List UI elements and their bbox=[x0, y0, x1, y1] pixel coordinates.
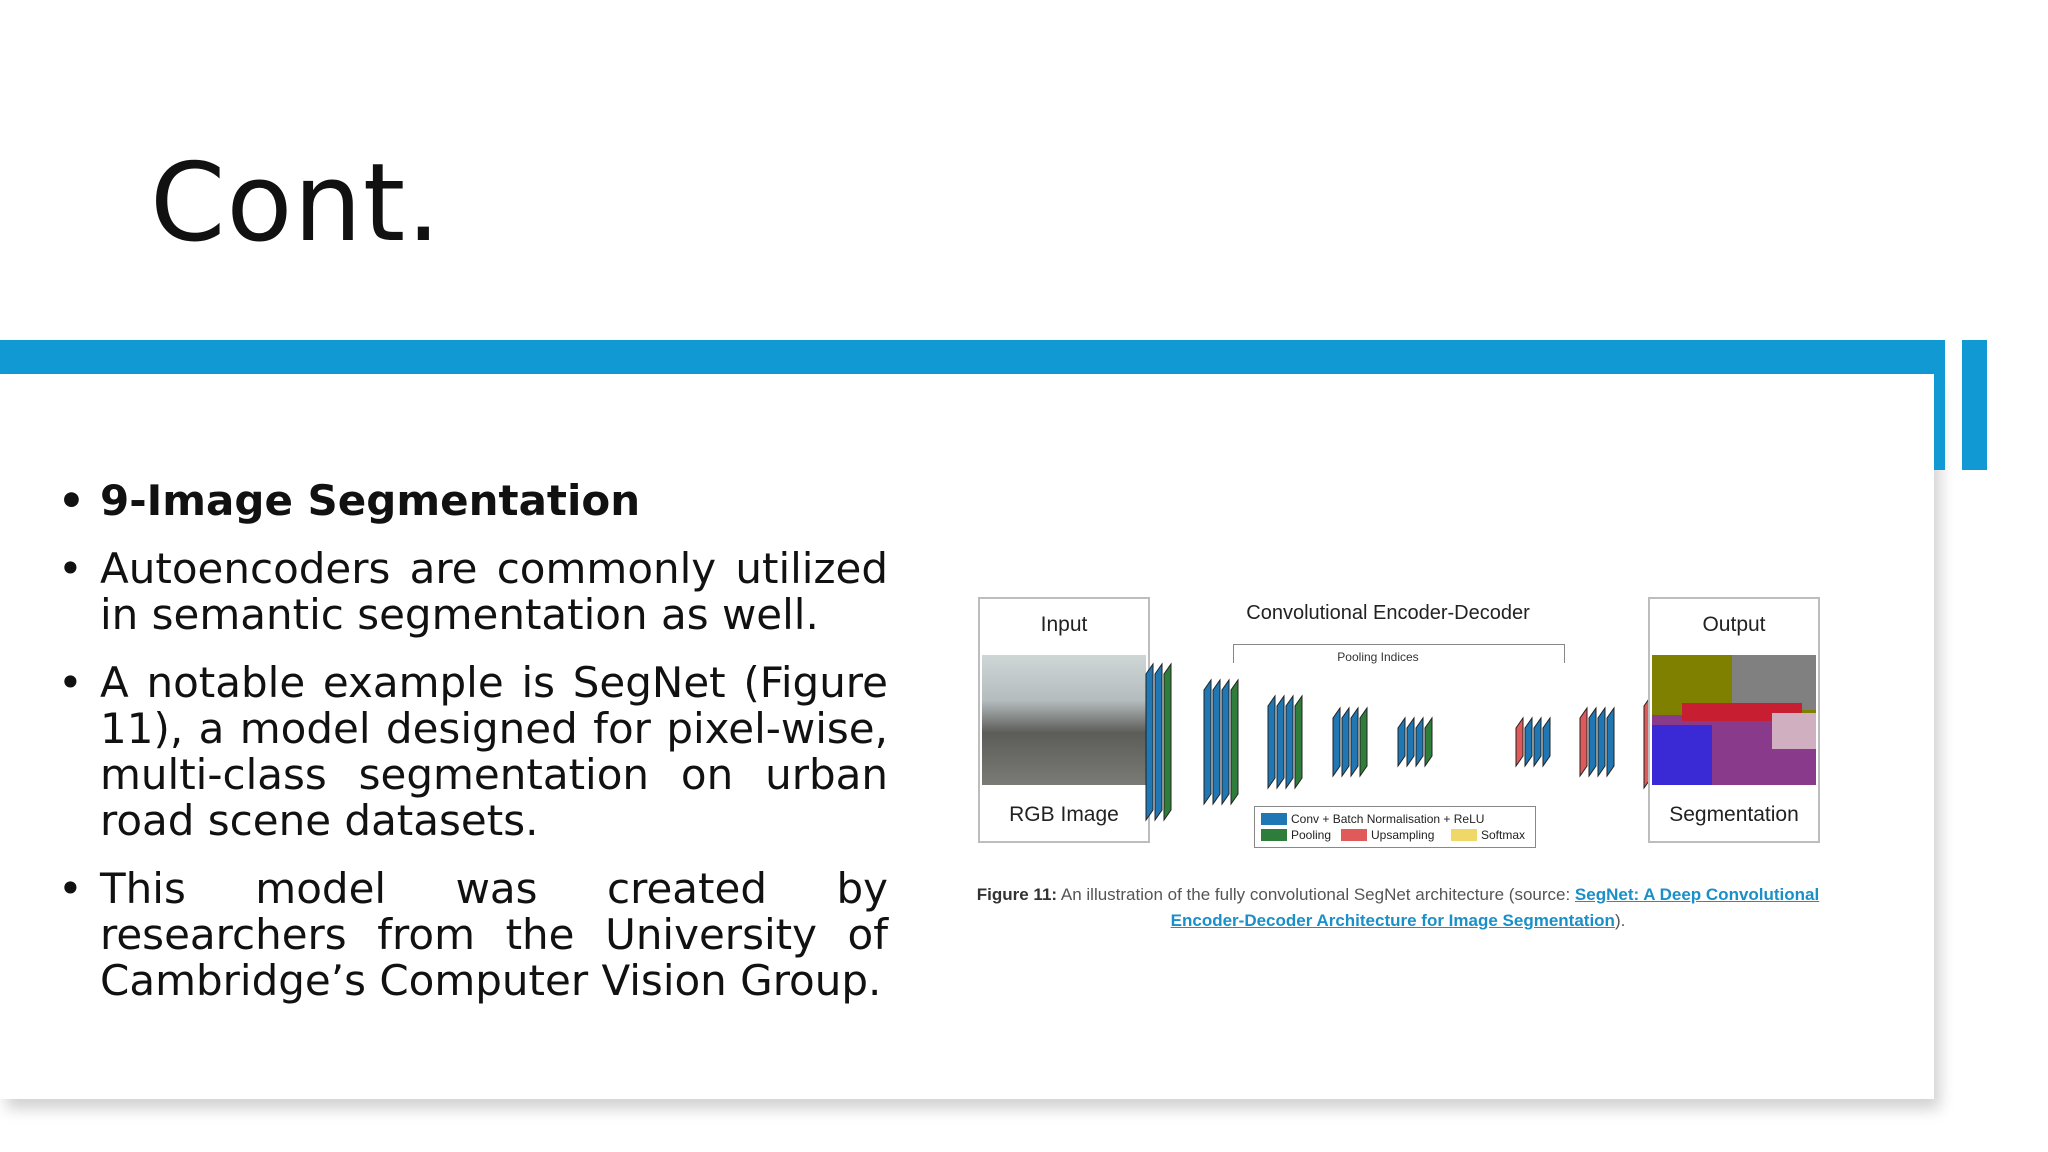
caption-suffix: ). bbox=[1614, 911, 1626, 930]
layer-pool bbox=[1295, 696, 1302, 788]
caption-text: An illustration of the fully convolutional SegNet architecture (source: bbox=[1060, 885, 1575, 904]
legend-swatch-upsample bbox=[1341, 829, 1367, 841]
bullet-list bbox=[58, 478, 888, 1026]
legend-upsample: Upsampling bbox=[1371, 828, 1435, 842]
layer-conv bbox=[1407, 718, 1414, 766]
input-label: Input bbox=[1040, 613, 1088, 636]
layer-conv bbox=[1589, 708, 1596, 776]
layer-conv bbox=[1543, 718, 1550, 766]
input-caption: RGB Image bbox=[1009, 803, 1119, 826]
bullet-item: • Autoencoders are commonly utilized in semantic segmentation as well. bbox=[58, 546, 888, 638]
layer-conv bbox=[1204, 680, 1211, 804]
layer-conv bbox=[1277, 696, 1284, 788]
bullet-item: • This model was created by researchers from the University of Cambridge’s Computer Vision Group. bbox=[58, 866, 888, 1004]
accent-bar-left bbox=[1934, 340, 1945, 470]
layer-conv bbox=[1598, 708, 1605, 776]
layer-conv bbox=[1268, 696, 1275, 788]
layer-conv bbox=[1525, 718, 1532, 766]
output-label: Output bbox=[1702, 613, 1766, 636]
layer-conv bbox=[1534, 718, 1541, 766]
accent-bar-right bbox=[1962, 340, 1987, 470]
slide-title: Cont. bbox=[150, 141, 442, 266]
legend-swatch-conv bbox=[1261, 813, 1287, 825]
layer-conv bbox=[1146, 664, 1153, 820]
caption-prefix: Figure 11: bbox=[976, 885, 1058, 904]
legend-swatch-pool bbox=[1261, 829, 1287, 841]
legend-swatch-softmax bbox=[1451, 829, 1477, 841]
legend-conv: Conv + Batch Normalisation + ReLU bbox=[1291, 812, 1485, 826]
layer-upsample bbox=[1580, 708, 1587, 776]
layer-conv bbox=[1286, 696, 1293, 788]
layer-conv bbox=[1213, 680, 1220, 804]
caption-source-link[interactable]: SegNet: A Deep Convolutional Encoder-Decoder Architecture for Image Segmentation bbox=[1170, 885, 1820, 930]
layer-pool bbox=[1231, 680, 1238, 804]
legend-pool: Pooling bbox=[1291, 828, 1332, 842]
network-title: Convolutional Encoder-Decoder bbox=[1246, 602, 1530, 624]
layer-conv bbox=[1351, 708, 1358, 776]
layer-conv bbox=[1416, 718, 1423, 766]
layer-conv bbox=[1398, 718, 1405, 766]
layer-conv bbox=[1342, 708, 1349, 776]
layer-pool bbox=[1425, 718, 1432, 766]
accent-band bbox=[0, 340, 1945, 374]
layer-pool bbox=[1360, 708, 1367, 776]
layer-upsample bbox=[1516, 718, 1523, 766]
output-box bbox=[1648, 597, 1820, 843]
layer-conv bbox=[1607, 708, 1614, 776]
layer-conv bbox=[1333, 708, 1340, 776]
legend bbox=[1254, 806, 1536, 848]
layer-pool bbox=[1164, 664, 1171, 820]
segnet-figure bbox=[968, 592, 1828, 942]
pooling-label: Pooling Indices bbox=[1337, 650, 1419, 664]
figure-caption bbox=[968, 882, 1828, 934]
layer-conv bbox=[1222, 680, 1229, 804]
output-caption: Segmentation bbox=[1669, 803, 1799, 826]
bullet-item: • A notable example is SegNet (Figure 11), a model designed for pixel-wise, multi-class segmentation on urban road scene datasets. bbox=[58, 660, 888, 844]
segmentation-image bbox=[1652, 655, 1816, 785]
legend-softmax: Softmax bbox=[1481, 828, 1526, 842]
bullet-heading: • 9-Image Segmentation bbox=[58, 478, 888, 524]
layer-conv bbox=[1155, 664, 1162, 820]
